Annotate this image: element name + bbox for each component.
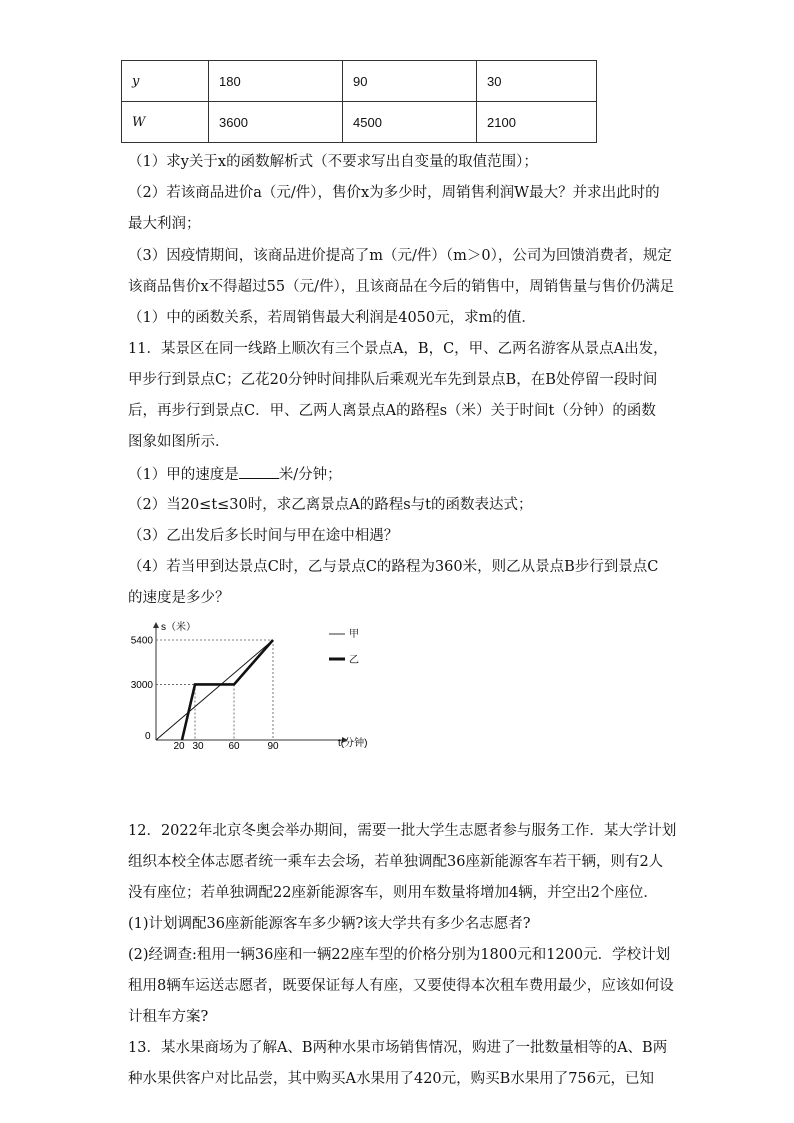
q11-part3: （3）乙出发后多长时间与甲在途中相遇？ [128,528,399,544]
table-cell: 90 [343,61,477,102]
series-group [156,640,273,740]
table-row [122,102,597,143]
legend-label-yi: 乙 [349,655,359,666]
q11-stem-line1: 11．某景区在同一线路上顺次有三个景点A，B，C，甲、乙两名游客从景点A出发， [128,341,668,357]
value-table [121,60,597,143]
table-row [122,61,597,102]
x-tick-label: 30 [192,741,204,750]
q10-part3-line1: （3）因疫情期间，该商品进价提高了m（元/件）（m＞0），公司为回馈消费者，规定 [128,248,672,264]
q10-part2-line1: （2）若该商品进价a（元/件），售价x为多少时，周销售利润W最大？并求出此时的 [128,185,660,201]
origin-label: 0 [145,731,151,742]
q10-part3-line2: 该商品售价x不得超过55（元/件），且该商品在今后的销售中，周销售量与售价仍满足 [128,279,675,295]
q12-stem-line1: 12．2022年北京冬奥会举办期间，需要一批大学生志愿者参与服务工作．某大学计划 [128,823,677,839]
q12-part2-line1: (2)经调查:租用一辆36座和一辆22座车型的价格分别为1800元和1200元．学校计划 [128,947,671,963]
x-axis-label: t(分钟) [338,738,368,749]
q10-part3-line3: （1）中的函数关系，若周销售最大利润是4050元，求m的值． [128,310,536,326]
q11-part1-suffix: 米/分钟； [278,467,342,483]
x-tick-label: 60 [228,741,240,750]
tick-labels [131,636,279,751]
table-cell: 180 [209,61,343,102]
x-tick-label: 90 [267,741,279,750]
q12-part2-line3: 计租车方案? [128,1009,209,1025]
table-cell: W [122,102,209,143]
q11-stem-line2: 甲步行到景点C；乙花20分钟时间排队后乘观光车先到景点B，在B处停留一段时间 [128,372,658,388]
q13-stem-line2: 种水果供客户对比品尝，其中购买A水果用了420元，购买B水果用了756元，已知 [128,1071,654,1087]
q11-stem-line3: 后，再步行到景点C．甲、乙两人离景点A的路程s（米）关于时间t（分钟）的函数 [128,403,656,419]
table-cell: 3600 [209,102,343,143]
q12-stem-line3: 没有座位；若单独调配22座新能源客车，则用车数量将增加4辆，并空出2个座位． [128,885,658,901]
y-tick-label: 5400 [130,635,153,647]
q11-part1-prefix: （1）甲的速度是 [128,467,239,483]
y-tick-label: 3000 [130,679,153,691]
x-tick-label: 20 [173,741,185,750]
q13-stem-line1: 13．某水果商场为了解A、B两种水果市场销售情况，购进了一批数量相等的A、B两 [128,1040,668,1056]
series-line-yi [182,640,273,740]
answer-blank[interactable] [239,464,279,479]
q10-part1: （1）求y关于x的函数解析式（不要求写出自变量的取值范围）； [128,154,538,170]
legend [329,628,359,666]
table-cell: 2100 [477,102,597,143]
distance-time-chart [125,615,405,750]
table-cell: 30 [477,61,597,102]
q11-stem-line4: 图象如图所示． [128,434,230,450]
q11-part4-line1: （4）若当甲到达景点C时，乙与景点C的路程为360米，则乙从景点B步行到景点C [128,559,659,575]
q11-part1 [128,464,342,485]
q11-part2: （2）当20≤t≤30时，求乙离景点A的路程s与t的函数表达式； [128,497,533,513]
q12-part2-line2: 租用8辆车运送志愿者，既要保证每人有座，又要使得本次租车费用最少，应该如何设 [128,978,674,994]
q12-stem-line2: 组织本校全体志愿者统一乘车去会场，若单独调配36座新能源客车若干辆，则有2人 [128,854,664,870]
series-line-jia [156,640,273,740]
y-axis-label: s（米） [161,622,196,633]
q12-part1: (1)计划调配36座新能源客车多少辆?该大学共有多少名志愿者? [128,916,531,932]
table-cell: y [122,61,209,102]
q10-part2-line2: 最大利润； [128,216,201,232]
table-cell: 4500 [343,102,477,143]
q11-part4-line2: 的速度是多少？ [128,590,230,606]
legend-label-jia: 甲 [349,629,359,640]
